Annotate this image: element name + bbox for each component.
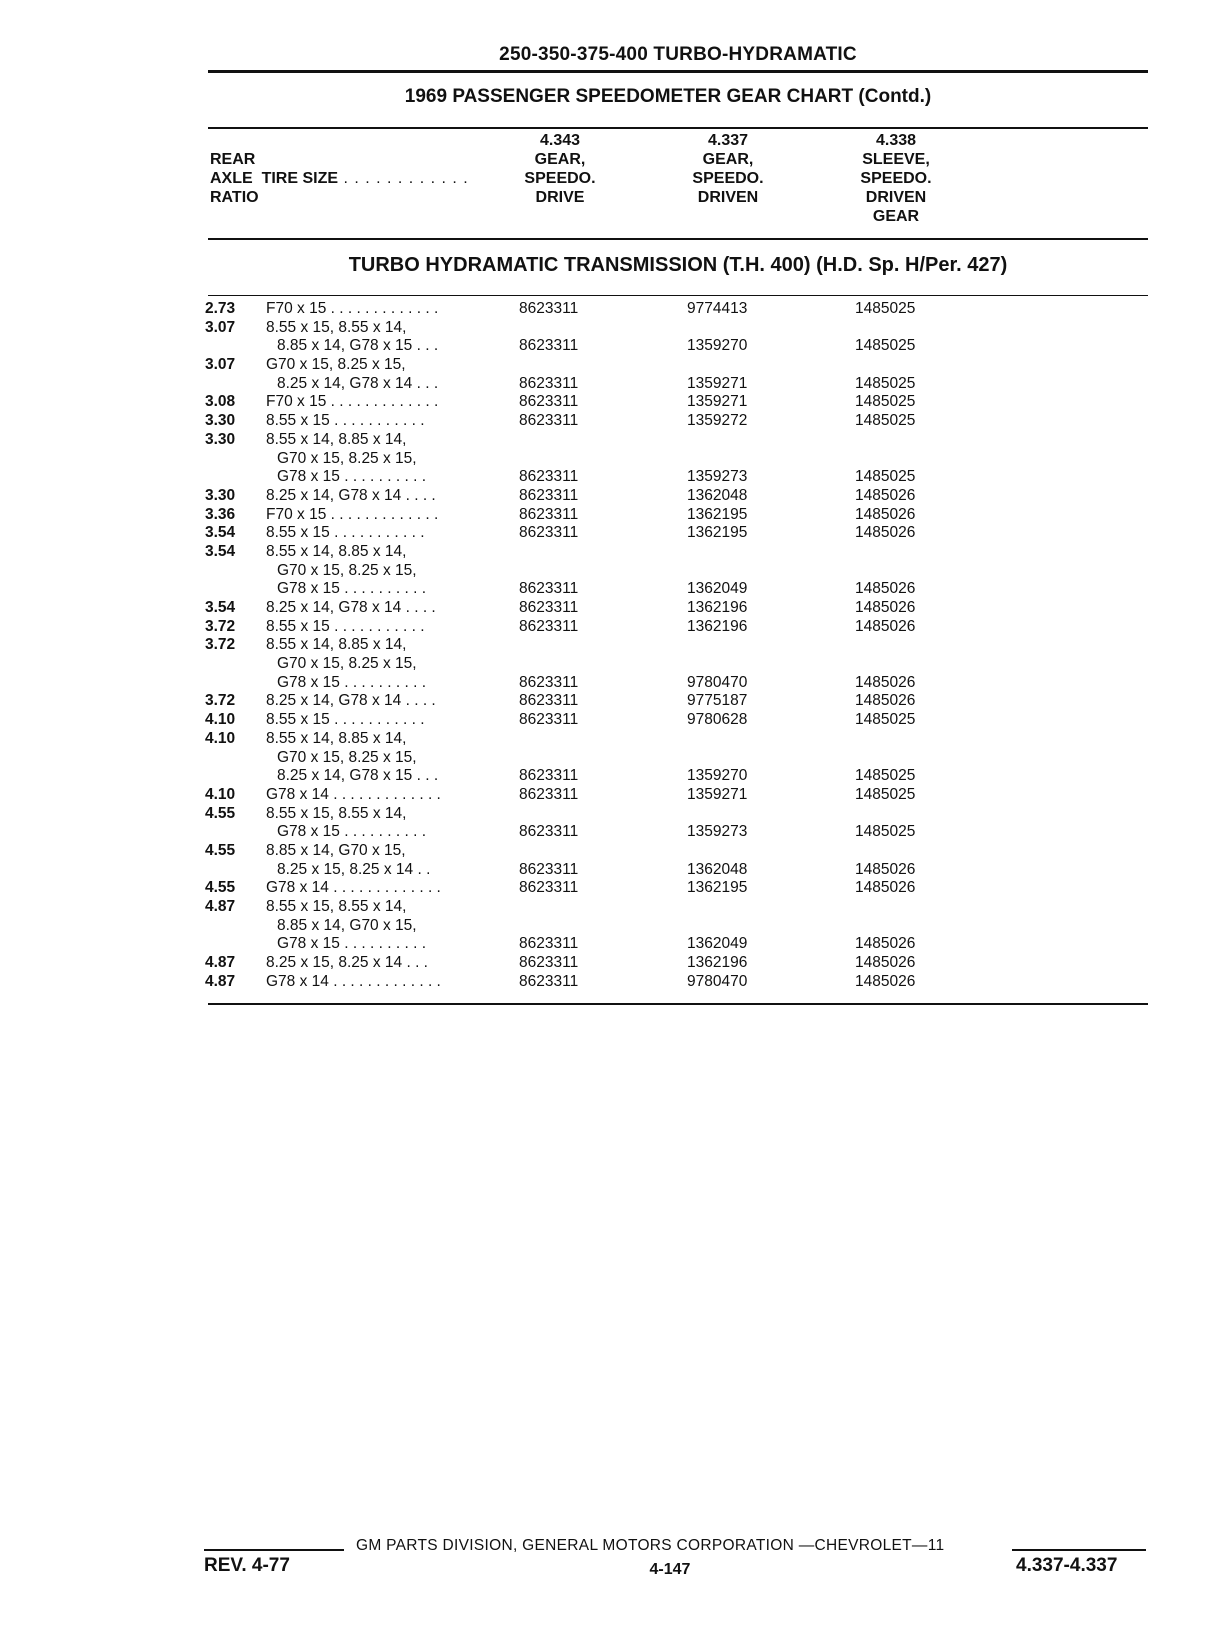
cell-driven-gear: 1359270 <box>687 337 748 355</box>
cell-sleeve: 1485026 <box>855 599 916 616</box>
cell-axle-ratio: 3.36 <box>205 505 236 523</box>
table-row <box>205 543 1145 562</box>
table-row <box>205 711 1145 730</box>
table-row <box>205 842 1145 861</box>
header-line: RATIO <box>210 189 259 206</box>
table-row <box>205 823 1145 842</box>
cell-driven-gear: 1362195 <box>687 505 748 523</box>
column-header-drive: 4.343 GEAR, SPEEDO. DRIVE <box>524 132 596 206</box>
cell-drive-gear: 8623311 <box>519 393 579 411</box>
cell-driven-gear: 1362048 <box>687 860 748 878</box>
cell-tire-size: 8.25 x 14, G78 x 14 . . . <box>277 374 439 392</box>
column-header-sleeve: 4.338 SLEEVE, SPEEDO. DRIVEN GEAR <box>860 132 932 225</box>
cell-driven-gear: 1359271 <box>687 393 748 411</box>
cell-drive-gear: 8623311 <box>519 300 579 317</box>
cell-axle-ratio: 4.55 <box>205 804 236 822</box>
cell-sleeve: 1485026 <box>855 505 916 523</box>
table-row <box>205 524 1145 543</box>
table-row <box>205 767 1145 786</box>
cell-tire-size: G78 x 15 . . . . . . . . . . <box>277 673 427 691</box>
page-number: 4-147 <box>649 1561 691 1578</box>
chart-title: 1969 PASSENGER SPEEDOMETER GEAR CHART (Contd.) <box>404 86 932 107</box>
table-row <box>205 692 1145 711</box>
table-row <box>205 356 1145 375</box>
divider <box>208 1003 1148 1005</box>
table-row <box>205 487 1145 506</box>
cell-axle-ratio: 3.30 <box>205 412 236 430</box>
table-row <box>205 861 1145 880</box>
cell-tire-size: G78 x 15 . . . . . . . . . . <box>277 823 427 841</box>
cell-sleeve: 1485025 <box>855 767 916 785</box>
cell-driven-gear: 1359272 <box>687 412 748 430</box>
cell-driven-gear: 1362196 <box>687 599 748 616</box>
cell-axle-ratio: 4.87 <box>205 898 236 915</box>
cell-tire-size: 8.55 x 15 . . . . . . . . . . . <box>266 412 425 430</box>
cell-drive-gear: 8623311 <box>519 412 579 430</box>
cell-axle-ratio: 3.72 <box>205 617 236 635</box>
cell-drive-gear: 8623311 <box>519 599 579 616</box>
cell-sleeve: 1485025 <box>855 337 916 355</box>
divider <box>208 70 1148 73</box>
cell-tire-size: G70 x 15, 8.25 x 15, <box>277 748 417 766</box>
cell-sleeve: 1485025 <box>855 823 916 841</box>
cell-drive-gear: 8623311 <box>519 972 579 990</box>
table-row <box>205 375 1145 394</box>
table-row <box>205 599 1145 618</box>
cell-drive-gear: 8623311 <box>519 823 579 841</box>
cell-driven-gear: 1359270 <box>687 767 748 785</box>
cell-sleeve: 1485026 <box>855 486 916 504</box>
cell-sleeve: 1485026 <box>855 580 916 598</box>
cell-sleeve: 1485025 <box>855 412 916 430</box>
section-title: TURBO HYDRAMATIC TRANSMISSION (T.H. 400) (H.D. Sp. H/Per. 427) <box>348 254 1008 276</box>
table-row <box>205 879 1145 898</box>
cell-tire-size: 8.85 x 14, G70 x 15, <box>266 841 406 859</box>
table-row <box>205 506 1145 525</box>
cell-axle-ratio: 4.10 <box>205 711 236 729</box>
cell-driven-gear: 9774413 <box>687 300 748 317</box>
cell-sleeve: 1485026 <box>855 879 916 897</box>
cell-axle-ratio: 3.07 <box>205 318 236 336</box>
cell-axle-ratio: 4.87 <box>205 972 236 990</box>
cell-tire-size: F70 x 15 . . . . . . . . . . . . . <box>266 300 439 317</box>
cell-sleeve: 1485026 <box>855 860 916 878</box>
divider <box>208 295 1148 296</box>
cell-axle-ratio: 3.72 <box>205 692 236 710</box>
cell-driven-gear: 1362049 <box>687 935 748 953</box>
cell-tire-size: G78 x 14 . . . . . . . . . . . . . <box>266 972 441 990</box>
cell-tire-size: G70 x 15, 8.25 x 15, <box>277 655 417 673</box>
cell-tire-size: 8.25 x 14, G78 x 14 . . . . <box>266 486 436 504</box>
cell-sleeve: 1485026 <box>855 954 916 972</box>
cell-drive-gear: 8623311 <box>519 767 579 785</box>
cell-axle-ratio: 3.30 <box>205 486 236 504</box>
footer-rule <box>1012 1549 1146 1551</box>
cell-tire-size: G78 x 15 . . . . . . . . . . <box>277 935 427 953</box>
cell-driven-gear: 1362195 <box>687 524 748 542</box>
cell-tire-size: G78 x 14 . . . . . . . . . . . . . <box>266 879 441 897</box>
cell-driven-gear: 9775187 <box>687 692 748 710</box>
cell-axle-ratio: 4.87 <box>205 954 236 972</box>
cell-tire-size: G70 x 15, 8.25 x 15, <box>277 449 417 467</box>
cell-axle-ratio: 3.54 <box>205 524 236 542</box>
cell-tire-size: 8.25 x 15, 8.25 x 14 . . . <box>266 954 428 972</box>
cell-tire-size: G78 x 15 . . . . . . . . . . <box>277 580 427 598</box>
cell-tire-size: 8.55 x 15, 8.55 x 14, <box>266 898 407 915</box>
cell-driven-gear: 1359271 <box>687 785 748 803</box>
cell-drive-gear: 8623311 <box>519 524 579 542</box>
cell-tire-size: F70 x 15 . . . . . . . . . . . . . <box>266 393 439 411</box>
page-title: 250-350-375-400 TURBO-HYDRAMATIC <box>499 44 857 65</box>
cell-driven-gear: 9780628 <box>687 711 748 729</box>
cell-sleeve: 1485025 <box>855 785 916 803</box>
header-line: AXLE TIRE SIZE . . . . . . . . . . . . <box>210 170 469 187</box>
cell-drive-gear: 8623311 <box>519 954 579 972</box>
cell-tire-size: 8.55 x 15, 8.55 x 14, <box>266 318 407 336</box>
cell-driven-gear: 1359271 <box>687 374 748 392</box>
table-row <box>205 935 1145 954</box>
table-row <box>205 786 1145 805</box>
table-row <box>205 674 1145 693</box>
cell-sleeve: 1485025 <box>855 374 916 392</box>
cell-tire-size: 8.55 x 15 . . . . . . . . . . . <box>266 617 425 635</box>
cell-tire-size: 8.25 x 14, G78 x 14 . . . . <box>266 599 436 616</box>
footer-revision: REV. 4-77 <box>204 1555 290 1576</box>
table-row <box>205 337 1145 356</box>
cell-drive-gear: 8623311 <box>519 580 579 598</box>
table-row <box>205 393 1145 412</box>
cell-driven-gear: 1362049 <box>687 580 748 598</box>
footer-publisher: GM PARTS DIVISION, GENERAL MOTORS CORPORATION —CHEVROLET—11 <box>356 1537 945 1554</box>
table-row <box>205 749 1145 768</box>
cell-driven-gear: 9780470 <box>687 673 748 691</box>
cell-drive-gear: 8623311 <box>519 374 579 392</box>
cell-tire-size: G70 x 15, 8.25 x 15, <box>277 561 417 579</box>
cell-sleeve: 1485026 <box>855 972 916 990</box>
divider <box>208 127 1148 129</box>
divider <box>208 238 1148 240</box>
footer-rule <box>204 1549 344 1551</box>
cell-driven-gear: 1359273 <box>687 468 748 486</box>
cell-axle-ratio: 2.73 <box>205 300 236 317</box>
cell-axle-ratio: 4.10 <box>205 729 236 747</box>
cell-tire-size: 8.55 x 14, 8.85 x 14, <box>266 636 407 654</box>
cell-driven-gear: 1362196 <box>687 617 748 635</box>
table-row <box>205 319 1145 338</box>
column-header-driven: 4.337 GEAR, SPEEDO. DRIVEN <box>692 132 764 206</box>
cell-axle-ratio: 4.55 <box>205 879 236 897</box>
cell-driven-gear: 1359273 <box>687 823 748 841</box>
cell-axle-ratio: 3.07 <box>205 356 236 374</box>
cell-axle-ratio: 3.30 <box>205 430 236 448</box>
cell-tire-size: G78 x 15 . . . . . . . . . . <box>277 468 427 486</box>
cell-drive-gear: 8623311 <box>519 337 579 355</box>
cell-sleeve: 1485025 <box>855 468 916 486</box>
table-row <box>205 562 1145 581</box>
column-header-tire <box>210 150 469 207</box>
table-row <box>205 300 1145 319</box>
table-row <box>205 973 1145 992</box>
table-row <box>205 917 1145 936</box>
table-row <box>205 450 1145 469</box>
cell-sleeve: 1485025 <box>855 711 916 729</box>
cell-tire-size: 8.25 x 15, 8.25 x 14 . . <box>277 860 431 878</box>
cell-tire-size: 8.25 x 14, G78 x 14 . . . . <box>266 692 436 710</box>
cell-drive-gear: 8623311 <box>519 617 579 635</box>
header-line: REAR <box>210 151 256 168</box>
table-row <box>205 431 1145 450</box>
cell-tire-size: 8.85 x 14, G70 x 15, <box>277 916 417 934</box>
table-row <box>205 655 1145 674</box>
table-row <box>205 898 1145 917</box>
cell-driven-gear: 1362048 <box>687 486 748 504</box>
cell-drive-gear: 8623311 <box>519 468 579 486</box>
cell-axle-ratio: 3.54 <box>205 542 236 560</box>
cell-drive-gear: 8623311 <box>519 879 579 897</box>
cell-tire-size: 8.25 x 14, G78 x 15 . . . <box>277 767 439 785</box>
cell-sleeve: 1485025 <box>855 300 916 317</box>
table-row <box>205 805 1145 824</box>
footer-section-ref: 4.337-4.337 <box>1016 1555 1118 1576</box>
table-row <box>205 468 1145 487</box>
cell-tire-size: G78 x 14 . . . . . . . . . . . . . <box>266 785 441 803</box>
cell-sleeve: 1485026 <box>855 673 916 691</box>
cell-tire-size: 8.55 x 14, 8.85 x 14, <box>266 430 407 448</box>
cell-axle-ratio: 3.54 <box>205 599 236 616</box>
cell-drive-gear: 8623311 <box>519 486 579 504</box>
cell-driven-gear: 1362195 <box>687 879 748 897</box>
cell-tire-size: 8.55 x 15 . . . . . . . . . . . <box>266 711 425 729</box>
cell-drive-gear: 8623311 <box>519 692 579 710</box>
cell-sleeve: 1485026 <box>855 692 916 710</box>
cell-driven-gear: 9780470 <box>687 972 748 990</box>
cell-sleeve: 1485026 <box>855 617 916 635</box>
cell-driven-gear: 1362196 <box>687 954 748 972</box>
cell-tire-size: 8.85 x 14, G78 x 15 . . . <box>277 337 439 355</box>
table-row <box>205 636 1145 655</box>
cell-sleeve: 1485025 <box>855 393 916 411</box>
table-row <box>205 618 1145 637</box>
table-row <box>205 954 1145 973</box>
cell-drive-gear: 8623311 <box>519 673 579 691</box>
table-row <box>205 580 1145 599</box>
table-row <box>205 412 1145 431</box>
cell-drive-gear: 8623311 <box>519 935 579 953</box>
cell-axle-ratio: 3.72 <box>205 636 236 654</box>
table-row <box>205 730 1145 749</box>
cell-drive-gear: 8623311 <box>519 785 579 803</box>
cell-tire-size: 8.55 x 15 . . . . . . . . . . . <box>266 524 425 542</box>
cell-sleeve: 1485026 <box>855 935 916 953</box>
cell-drive-gear: 8623311 <box>519 711 579 729</box>
gear-table <box>205 300 1145 991</box>
cell-tire-size: 8.55 x 15, 8.55 x 14, <box>266 804 407 822</box>
cell-axle-ratio: 4.10 <box>205 785 236 803</box>
cell-sleeve: 1485026 <box>855 524 916 542</box>
cell-axle-ratio: 3.08 <box>205 393 236 411</box>
cell-tire-size: 8.55 x 14, 8.85 x 14, <box>266 542 407 560</box>
cell-tire-size: G70 x 15, 8.25 x 15, <box>266 356 406 374</box>
cell-drive-gear: 8623311 <box>519 860 579 878</box>
cell-tire-size: F70 x 15 . . . . . . . . . . . . . <box>266 505 439 523</box>
cell-tire-size: 8.55 x 14, 8.85 x 14, <box>266 729 407 747</box>
cell-drive-gear: 8623311 <box>519 505 579 523</box>
cell-axle-ratio: 4.55 <box>205 841 236 859</box>
